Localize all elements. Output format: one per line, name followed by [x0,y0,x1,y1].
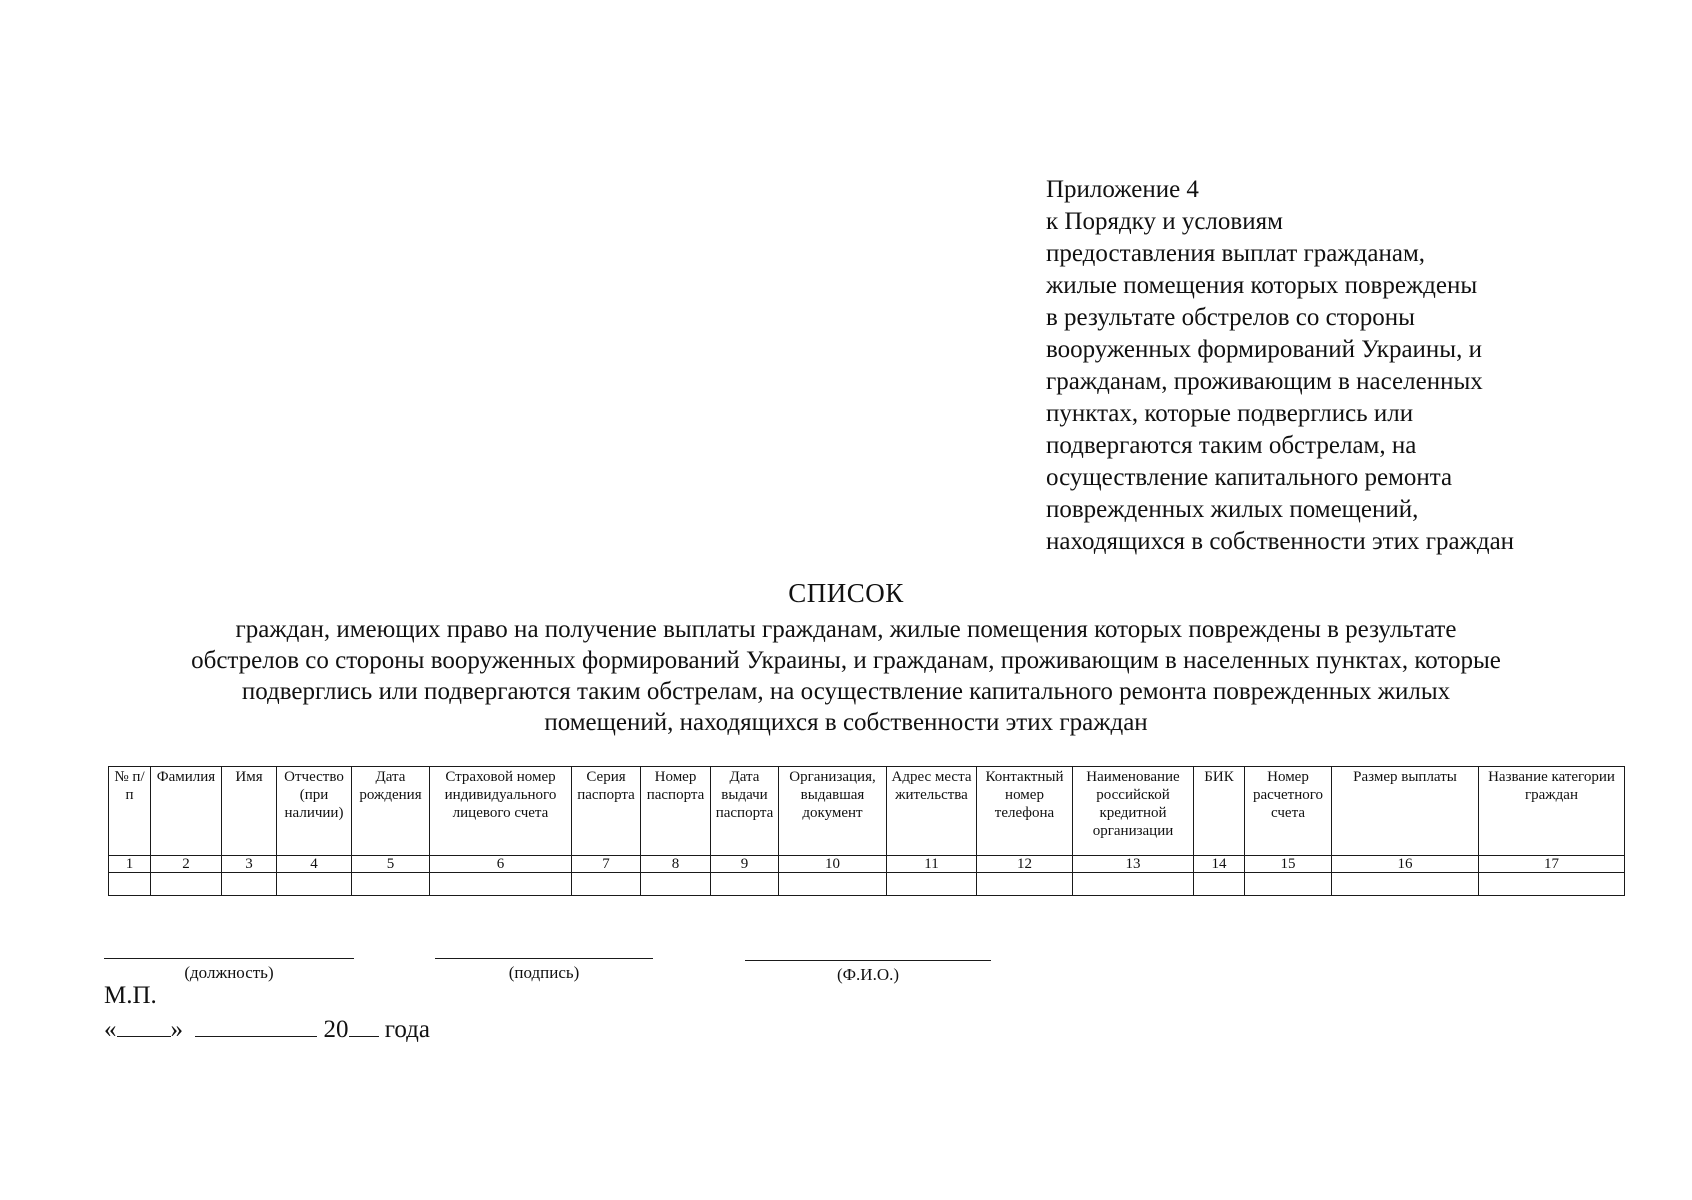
appendix-line: в результате обстрелов со стороны [1046,304,1415,331]
appendix-line: Приложение 4 [1046,176,1199,203]
day-blank [117,1016,171,1037]
column-header: Дата рождения [352,767,430,856]
table-cell [430,873,572,896]
column-number-row [109,856,1625,873]
column-number: 16 [1332,856,1479,873]
column-number: 14 [1194,856,1245,873]
appendix-line: гражданам, проживающим в населенных [1046,368,1483,395]
column-number: 10 [779,856,887,873]
appendix-line: находящихся в собственности этих граждан [1046,528,1515,555]
column-header: № п/п [109,767,151,856]
table-cell [222,873,277,896]
column-number: 2 [151,856,222,873]
column-header: Дата выдачи паспорта [711,767,779,856]
column-header: Фамилия [151,767,222,856]
table-cell [1245,873,1332,896]
table-header-row [109,767,1625,856]
column-header: Номер расчетного счета [1245,767,1332,856]
column-number: 7 [572,856,641,873]
table-cell [1332,873,1479,896]
table-cell [711,873,779,896]
column-header: Наименование российской кредитной организации [1073,767,1194,856]
column-number: 1 [109,856,151,873]
appendix-line: осуществление капитального ремонта [1046,464,1453,491]
appendix-block [1046,174,1606,558]
appendix-line: к Порядку и условиям [1046,208,1283,235]
column-number: 15 [1245,856,1332,873]
date-close-quote: » [170,1016,183,1043]
column-header: Размер выплаты [1332,767,1479,856]
table-cell [109,873,151,896]
position-signature-block [104,958,354,983]
subtitle-line: граждан, имеющих право на получение выплаты гражданам, жилые помещения которых повреждены в результате [235,616,1457,643]
year-blank [349,1016,379,1037]
name-label: (Ф.И.О.) [836,965,900,984]
column-header: Страховой номер индивидуального лицевого счета [430,767,572,856]
column-header: Серия паспорта [572,767,641,856]
position-line [104,958,354,959]
date-line [104,1016,430,1044]
year-suffix: года [384,1016,430,1043]
table-cell [1194,873,1245,896]
column-number: 8 [641,856,711,873]
table-cell [151,873,222,896]
column-header: Адрес места жительства [887,767,977,856]
date-open-quote: « [104,1016,117,1043]
appendix-line: поврежденных жилых помещений, [1046,496,1419,523]
appendix-line: жилые помещения которых повреждены [1046,272,1478,299]
column-header: Отчество (при наличии) [277,767,352,856]
column-header: Имя [222,767,277,856]
appendix-line: подвергаются таким обстрелам, на [1046,432,1417,459]
document-title: СПИСОК [788,578,904,608]
column-header: БИК [1194,767,1245,856]
subtitle-line: обстрелов со стороны вооруженных формирований Украины, и гражданам, проживающим в населенных пунктах, которые [191,647,1501,674]
column-number: 17 [1479,856,1625,873]
month-blank [195,1016,317,1037]
appendix-line: предоставления выплат гражданам, [1046,240,1426,267]
subtitle-line: подверглись или подвергаются таким обстрелам, на осуществление капитального ремонта поврежденных жилых [241,678,1451,705]
signature-label: (подпись) [508,963,580,982]
name-line [745,960,991,961]
document-subtitle [100,614,1592,738]
table-cell [887,873,977,896]
table-cell [1479,873,1625,896]
column-header: Контактный номер телефона [977,767,1073,856]
column-number: 6 [430,856,572,873]
table-cell [779,873,887,896]
column-number: 4 [277,856,352,873]
column-number: 5 [352,856,430,873]
signature-block [435,958,653,983]
column-number: 9 [711,856,779,873]
column-header: Номер паспорта [641,767,711,856]
column-header: Название категории граждан [1479,767,1625,856]
stamp-place-label: М.П. [104,982,157,1009]
table-cell [641,873,711,896]
column-number: 11 [887,856,977,873]
column-number: 13 [1073,856,1194,873]
column-number: 3 [222,856,277,873]
position-label: (должность) [184,963,274,982]
table-cell [572,873,641,896]
subtitle-line: помещений, находящихся в собственности этих граждан [544,709,1148,736]
column-number: 12 [977,856,1073,873]
citizens-table [108,766,1625,896]
appendix-line: пунктах, которые подверглись или [1046,400,1414,427]
table-cell [277,873,352,896]
appendix-line: вооруженных формирований Украины, и [1046,336,1482,363]
name-signature-block [745,960,991,985]
column-header: Организация, выдавшая документ [779,767,887,856]
signature-line [435,958,653,959]
table-row [109,873,1625,896]
table-cell [352,873,430,896]
table-cell [1073,873,1194,896]
year-prefix: 20 [323,1016,349,1043]
table-cell [977,873,1073,896]
